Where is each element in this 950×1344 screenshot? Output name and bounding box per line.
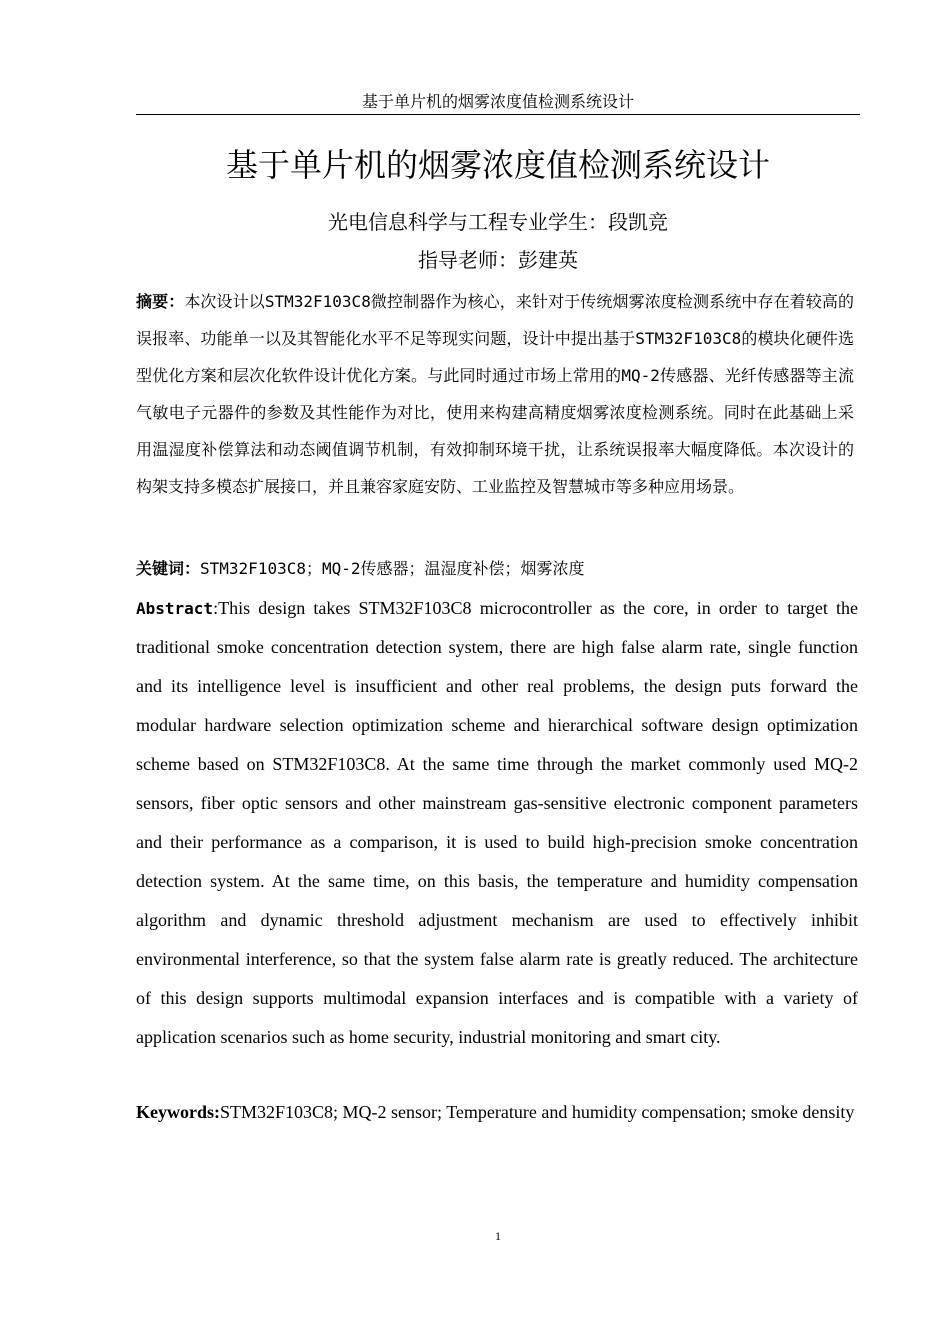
chinese-abstract-sensor: MQ-2 xyxy=(621,366,660,385)
english-abstract xyxy=(136,589,858,1057)
paper-title: 基于单片机的烟雾浓度值检测系统设计 xyxy=(225,146,770,184)
chinese-abstract-text-2: 微控制器作为核心，来针对于传统烟雾浓度检测系统中存在着较高的误报率、功能单一以及其智能化水平不足等现实问题，设计中提出基于 xyxy=(136,292,854,348)
advisor-line: 指导老师：彭建英 xyxy=(418,248,578,272)
chinese-abstract-mcu-2: STM32F103C8 xyxy=(635,329,742,348)
chinese-keyword-1: STM32F103C8 xyxy=(200,559,306,578)
chinese-keywords xyxy=(136,553,854,585)
chinese-keywords-label: 关键词： xyxy=(136,559,201,578)
chinese-abstract-text-1: 本次设计以 xyxy=(184,292,265,311)
chinese-keyword-rest: 传感器；温湿度补偿；烟雾浓度 xyxy=(360,559,585,578)
english-abstract-text: This design takes STM32F103C8 microcontroller as the core, in order to target the traditional smoke concentration detection system, there are high false alarm rate, single function and its intelligence level is insufficient and other real problems, the design puts forward the modular hardware selection optimization scheme and hierarchical software design optimization scheme based on STM32F103C8. At the same time through the market commonly used MQ-2 sensors, fiber optic sensors and other mainstream gas-sensitive electronic component parameters and their performance as a comparison, it is used to build high-precision smoke concentration detection system. At the same time, on this basis, the temperature and humidity compensation algorithm and dynamic threshold adjustment mechanism are used to effectively inhibit environmental interference, so that the system false alarm rate is greatly reduced. The architecture of this design supports multimodal expansion interfaces and is compatible with a variety of application scenarios such as home security, industrial monitoring and smart city. xyxy=(136,598,858,1047)
english-abstract-label: Abstract xyxy=(136,599,214,618)
chinese-abstract-label: 摘要： xyxy=(136,292,185,311)
author-line: 光电信息科学与工程专业学生：段凯竞 xyxy=(328,210,668,234)
english-abstract-colon: : xyxy=(213,598,219,618)
running-header xyxy=(136,92,860,115)
chinese-abstract-text-3: 的模块化硬件选型优化方案和层次化软件设计优化方案。与此同时通过市场上常用的 xyxy=(136,329,854,385)
chinese-keyword-2: MQ-2 xyxy=(322,559,361,578)
english-keywords-label: Keywords: xyxy=(136,1102,220,1122)
chinese-keyword-separator: ； xyxy=(305,559,322,578)
chinese-abstract-text-4: 传感器、光纤传感器等主流气敏电子元器件的参数及其性能作为对比，使用来构建高精度烟雾浓度检测系统。同时在此基础上采用温湿度补偿算法和动态阈值调节机制，有效抑制环境干扰，让系统误报率大幅度降低。本次设计的构架支持多模态扩展接口，并且兼容家庭安防、工业监控及智慧城市等多种应用场景。 xyxy=(136,366,854,496)
english-keywords xyxy=(136,1093,858,1132)
chinese-abstract xyxy=(136,283,854,505)
running-header-title: 基于单片机的烟雾浓度值检测系统设计 xyxy=(361,92,634,111)
page-number: 1 xyxy=(495,1229,501,1243)
chinese-abstract-mcu: STM32F103C8 xyxy=(264,292,371,311)
english-keywords-text: STM32F103C8; MQ-2 sensor; Temperature and humidity compensation; smoke density xyxy=(220,1102,855,1122)
